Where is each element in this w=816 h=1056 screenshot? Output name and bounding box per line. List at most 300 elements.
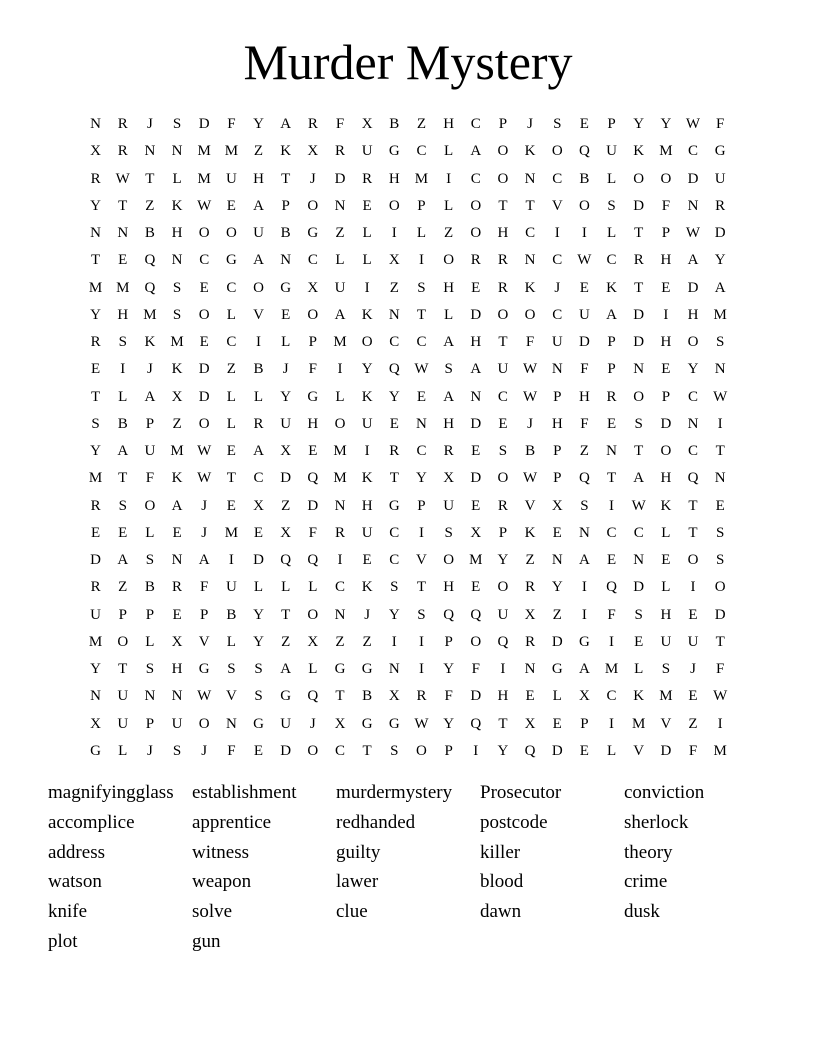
grid-letter: Z [579,443,589,460]
grid-letter: C [307,252,318,269]
grid-letter: F [525,334,535,351]
grid-letter: N [334,197,346,214]
grid-letter: E [471,579,481,596]
grid-letter: U [361,143,373,160]
grid-letter: W [197,197,212,214]
grid-letter: O [470,197,482,214]
grid-letter: E [308,443,318,460]
word-list-item: blood [480,871,524,893]
grid-letter: L [362,225,372,242]
grid-letter: Y [416,470,427,487]
grid-letter: I [391,225,397,242]
grid-row [82,329,734,356]
grid-letter: T [525,197,535,214]
grid-letter: E [362,197,372,214]
grid-letter: P [118,606,127,623]
grid-letter: O [470,633,482,650]
grid-letter: O [578,197,590,214]
grid-letter: A [443,334,455,351]
grid-letter: Q [606,579,617,596]
grid-letter: L [606,225,617,242]
grid-letter: P [553,443,562,460]
grid-letter: B [144,579,155,596]
grid-letter: B [579,170,590,187]
grid-letter: J [146,361,153,378]
grid-letter: I [418,661,424,678]
grid-letter: D [714,606,726,623]
grid-letter: M [604,661,619,678]
grid-letter: X [470,524,482,541]
grid-letter: U [280,715,292,732]
grid-letter: E [389,415,399,432]
grid-letter: G [334,661,346,678]
word-list-item: postcode [480,811,548,833]
grid-letter: R [117,143,128,160]
grid-letter: F [227,116,236,133]
grid-letter: L [253,579,264,596]
grid-letter: K [361,579,373,596]
word-list-item: address [48,841,105,863]
grid-letter: M [632,715,646,732]
grid-row [82,220,734,247]
grid-letter: F [661,197,671,214]
grid-letter: A [280,116,292,133]
grid-letter: J [146,742,153,759]
grid-letter: D [714,225,726,242]
grid-letter: N [225,715,237,732]
grid-letter: M [333,470,347,487]
grid-letter: C [552,252,563,269]
grid-letter: W [522,470,538,487]
grid-letter: S [118,334,127,351]
grid-row [82,465,734,492]
grid-letter: Q [307,470,319,487]
grid-letter: L [226,388,236,405]
grid-letter: Y [497,742,509,759]
word-list-item: dawn [480,901,522,923]
grid-letter: S [417,279,426,296]
grid-letter: N [171,552,183,569]
grid-letter: C [688,143,699,160]
grid-letter: V [633,742,645,759]
grid-letter: H [660,252,672,269]
grid-letter: D [198,361,210,378]
grid-letter: E [226,197,236,214]
grid-letter: Q [578,143,590,160]
grid-letter: Z [389,279,399,296]
grid-letter: C [253,470,264,487]
grid-letter: F [580,361,589,378]
grid-letter: R [633,252,644,269]
grid-letter: L [362,252,372,269]
grid-letter: M [713,306,727,323]
grid-letter: H [117,306,129,323]
grid-row [82,275,734,302]
grid-letter: E [715,497,725,514]
grid-letter: F [335,116,345,133]
grid-letter: U [578,306,590,323]
grid-letter: O [687,552,699,569]
grid-letter: J [309,715,316,732]
grid-letter: M [88,633,103,650]
grid-letter: U [280,415,292,432]
grid-letter: E [634,633,644,650]
grid-letter: T [715,443,725,460]
grid-letter: H [443,579,455,596]
grid-letter: S [172,306,182,323]
grid-letter: O [334,415,346,432]
grid-letter: T [90,252,101,269]
grid-letter: O [497,306,509,323]
grid-letter: R [525,579,536,596]
grid-letter: D [470,470,482,487]
grid-letter: D [633,579,645,596]
grid-letter: G [388,143,400,160]
grid-row [82,384,734,411]
grid-letter: S [172,279,182,296]
grid-letter: T [688,497,698,514]
grid-letter: X [443,470,455,487]
grid-letter: R [443,443,454,460]
grid-letter: U [497,606,509,623]
grid-letter: Z [335,633,345,650]
grid-letter: I [500,661,506,678]
grid-letter: A [117,552,129,569]
grid-letter: P [498,524,508,541]
grid-letter: T [634,225,644,242]
grid-letter: I [391,633,397,650]
grid-letter: P [444,633,453,650]
grid-letter: N [524,661,536,678]
grid-letter: E [253,742,264,759]
grid-letter: L [308,579,318,596]
grid-letter: C [552,170,563,187]
grid-letter: H [307,415,319,432]
grid-letter: B [525,443,536,460]
grid-letter: A [470,143,482,160]
grid-letter: K [361,388,373,405]
grid-row [82,411,734,438]
grid-letter: T [335,688,345,705]
grid-letter: N [334,497,346,514]
grid-letter: N [171,252,183,269]
grid-letter: E [172,606,182,623]
grid-letter: Y [660,116,672,133]
grid-letter: C [416,143,427,160]
grid-letter: A [253,197,264,214]
grid-letter: J [282,361,289,378]
grid-letter: E [199,279,209,296]
word-search-grid [82,111,734,765]
grid-letter: L [145,633,155,650]
grid-letter: V [253,306,264,323]
grid-letter: R [253,415,264,432]
grid-letter: O [497,470,509,487]
grid-letter: E [606,552,617,569]
word-list-item: conviction [624,782,705,803]
grid-letter: N [714,361,726,378]
grid-letter: R [90,334,101,351]
grid-letter: M [659,143,673,160]
grid-letter: O [198,306,210,323]
grid-letter: N [551,361,563,378]
grid-letter: Y [280,388,292,405]
grid-letter: O [660,170,672,187]
grid-letter: S [390,742,399,759]
grid-letter: Y [443,661,455,678]
grid-letter: S [417,606,426,623]
grid-letter: L [444,197,454,214]
grid-letter: M [88,470,103,487]
word-list-item: weapon [192,871,252,893]
grid-letter: T [634,279,644,296]
grid-letter: D [660,415,672,432]
word-list-item: solve [192,901,233,923]
grid-row [82,711,734,738]
grid-letter: R [389,443,400,460]
grid-letter: L [335,252,345,269]
grid-letter: M [197,170,211,187]
grid-letter: O [660,443,672,460]
grid-letter: Q [144,252,156,269]
grid-letter: W [115,170,130,187]
grid-letter: L [281,334,291,351]
grid-letter: W [197,688,212,705]
grid-letter: R [416,688,427,705]
grid-letter: P [607,361,616,378]
grid-letter: G [361,661,373,678]
grid-letter: D [334,170,346,187]
grid-letter: Y [253,633,264,650]
grid-letter: I [609,715,615,732]
grid-letter: N [90,225,101,242]
grid-letter: E [226,443,236,460]
grid-letter: E [661,279,671,296]
grid-letter: P [580,715,589,732]
grid-letter: F [716,116,725,133]
grid-letter: Q [470,715,482,732]
grid-letter: N [470,388,482,405]
grid-letter: M [116,279,130,296]
grid-letter: N [633,552,645,569]
grid-letter: O [443,252,455,269]
grid-letter: N [633,361,645,378]
grid-letter: C [416,334,427,351]
grid-letter: K [361,306,373,323]
grid-letter: R [470,252,481,269]
grid-letter: T [688,524,698,541]
grid-letter: E [606,415,617,432]
grid-letter: F [444,688,453,705]
grid-letter: A [253,443,264,460]
grid-letter: J [146,116,153,133]
grid-letter: M [224,524,239,541]
grid-letter: T [634,443,644,460]
grid-letter: P [145,415,155,432]
grid-letter: H [551,415,563,432]
grid-letter: M [143,306,157,323]
grid-letter: J [554,279,561,296]
grid-letter: C [334,742,345,759]
grid-letter: C [334,579,345,596]
word-list-item: lawer [336,871,379,893]
grid-letter: I [446,170,452,187]
grid-letter: D [253,552,264,569]
grid-letter: X [307,143,319,160]
grid-letter: W [414,715,429,732]
grid-letter: E [525,688,535,705]
grid-letter: J [527,116,533,133]
grid-letter: E [579,279,589,296]
grid-letter: G [225,252,237,269]
grid-letter: R [334,143,345,160]
grid-letter: X [388,252,400,269]
grid-letter: K [171,470,183,487]
grid-letter: P [281,197,290,214]
grid-letter: D [687,170,699,187]
grid-letter: C [470,116,481,133]
grid-letter: D [280,742,292,759]
grid-letter: I [256,334,262,351]
grid-letter: A [470,361,482,378]
grid-letter: H [660,334,672,351]
grid-letter: I [663,306,669,323]
grid-letter: K [606,279,617,296]
grid-letter: T [416,306,427,323]
grid-letter: F [716,661,725,678]
grid-letter: T [90,388,101,405]
grid-letter: P [553,388,562,405]
grid-letter: Q [497,633,509,650]
grid-letter: R [90,170,101,187]
grid-letter: U [606,143,617,160]
grid-letter: Q [443,606,455,623]
grid-letter: N [280,252,292,269]
grid-letter: T [118,470,128,487]
grid-letter: M [469,552,483,569]
grid-letter: S [580,497,589,514]
grid-letter: X [171,633,183,650]
word-list-item: killer [480,841,521,863]
grid-letter: C [497,388,508,405]
grid-letter: D [578,334,590,351]
grid-letter: E [362,552,372,569]
grid-letter: A [253,252,264,269]
grid-letter: L [444,306,454,323]
grid-letter: U [497,361,509,378]
grid-letter: T [606,470,617,487]
grid-letter: A [714,279,726,296]
grid-letter: M [170,443,184,460]
grid-letter: T [389,470,399,487]
word-list-item: Prosecutor [480,782,562,803]
grid-letter: S [254,688,263,705]
grid-letter: U [117,688,129,705]
grid-letter: O [198,415,210,432]
grid-letter: O [524,306,536,323]
grid-letter: K [524,279,536,296]
grid-letter: B [389,116,400,133]
grid-letter: L [416,225,427,242]
grid-letter: K [280,143,292,160]
grid-letter: U [714,170,726,187]
word-list-item: gun [192,930,221,952]
grid-letter: Z [226,361,236,378]
grid-letter: M [197,143,211,160]
grid-letter: Y [90,197,101,214]
grid-letter: H [171,225,183,242]
grid-row [82,683,734,710]
grid-letter: I [418,252,424,269]
grid-letter: X [551,497,563,514]
grid-letter: C [416,443,427,460]
grid-letter: P [444,742,453,759]
grid-letter: S [444,524,453,541]
grid-letter: Z [118,579,128,596]
grid-row [82,166,734,193]
grid-letter: P [607,334,616,351]
grid-letter: M [224,143,239,160]
grid-letter: A [334,306,346,323]
grid-letter: X [307,633,319,650]
grid-letter: L [118,388,128,405]
grid-letter: H [443,415,455,432]
grid-letter: B [117,415,128,432]
grid-letter: L [661,524,671,541]
grid-letter: W [631,497,646,514]
grid-letter: M [333,334,347,351]
grid-letter: E [199,334,209,351]
grid-row [82,520,734,547]
grid-letter: S [661,661,671,678]
grid-letter: O [633,388,645,405]
grid-letter: C [389,552,400,569]
grid-letter: Z [688,715,698,732]
grid-letter: Z [145,197,155,214]
grid-row [82,602,734,629]
grid-letter: E [172,524,182,541]
grid-letter: I [554,225,560,242]
grid-letter: H [443,279,455,296]
grid-letter: F [200,579,209,596]
grid-letter: S [716,524,725,541]
grid-letter: K [524,524,536,541]
grid-letter: O [144,497,156,514]
grid-letter: I [717,715,723,732]
grid-letter: P [498,116,508,133]
grid-letter: W [522,361,538,378]
grid-letter: M [170,334,184,351]
grid-letter: G [551,661,563,678]
grid-letter: N [606,443,617,460]
grid-row [82,138,734,165]
grid-letter: T [118,661,128,678]
grid-letter: L [226,415,236,432]
grid-letter: Z [525,552,535,569]
grid-letter: R [334,524,345,541]
grid-letter: P [661,388,671,405]
grid-row [82,302,734,329]
grid-letter: A [443,388,455,405]
grid-letter: B [144,225,155,242]
grid-letter: X [388,688,400,705]
grid-letter: T [362,742,372,759]
grid-letter: E [118,252,128,269]
grid-letter: D [660,742,672,759]
grid-letter: A [578,661,590,678]
grid-letter: Y [253,116,264,133]
grid-letter: H [253,170,264,187]
